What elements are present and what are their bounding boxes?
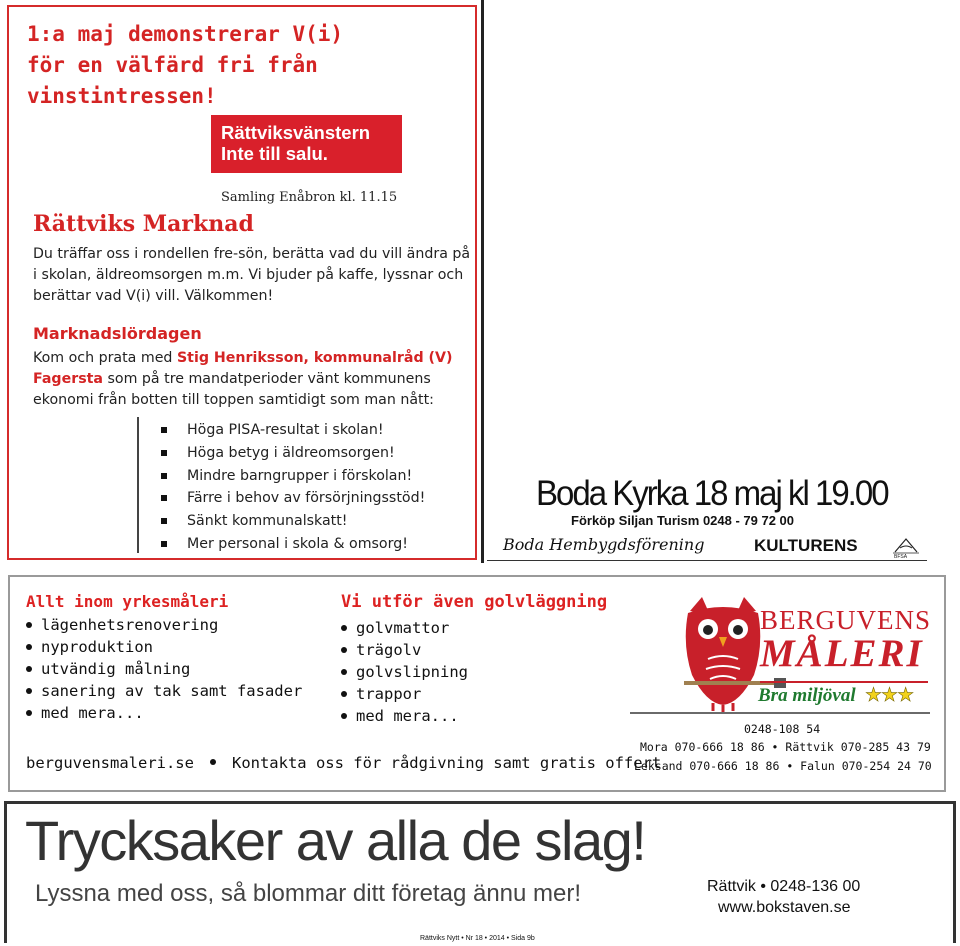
vi-advertisement [7,5,477,560]
berguvens-offices-2: Leksand 070-666 18 86 • Falun 070-254 24 70 [634,759,932,773]
berguvens-offices-1: Mora 070-666 18 86 • Rättvik 070-285 43 79 [640,740,931,754]
boda-subtitle: Förköp Siljan Turism 0248 - 79 72 00 [571,513,795,528]
boda-title: Boda Kyrka 18 maj kl 19.00 [536,472,888,513]
list-item: lägenhetsrenovering [26,614,302,636]
list-item: Sänkt kommunalskatt! [159,510,425,533]
logo-underline [760,681,928,683]
lordag-name: Stig Henriksson, kommunalråd (V) [176,350,453,366]
vi-headline-line1: 1:a maj demonstrerar V(i) [27,22,344,46]
separator-dot [210,759,216,765]
bokstaven-advertisement [4,801,956,943]
list-item: utvändig målning [26,658,302,680]
bokstaven-phone: Rättvik • 0248-136 00 [707,878,861,895]
yrkesmaleri-list [26,614,302,724]
maleri-name: MÅLERI [760,632,924,675]
lordag-rest: som på tre mandatperioder vänt kommunens ekonomi från botten till toppen samtidigt som man nått: [33,371,434,408]
logo-line1: Rättviksvänstern [221,122,371,143]
column-divider [481,0,484,563]
berguvens-contact-row [26,754,661,772]
kulturens-logo: KULTURENS [754,536,858,555]
yrkesmaleri-heading: Allt inom yrkesmåleri [26,592,229,611]
vi-headline-line2: för en välfärd fri från vinstintressen! [27,53,318,108]
berguvens-website: berguvensmaleri.se [26,754,194,772]
marknad-title: Rättviks Marknad [33,211,254,237]
list-item: trappor [341,683,468,705]
lordag-text [33,348,478,411]
bullet-rule [137,417,139,553]
bokstaven-website: www.bokstaven.se [718,899,851,916]
achievements-list [159,419,425,556]
samling-text: Samling Enåbron kl. 11.15 [221,190,398,205]
bfsa-label: BFSA [894,554,908,559]
list-item: Mer personal i skola & omsorg! [159,533,425,556]
golvlaggning-heading: Vi utför även golvläggning [341,592,608,612]
rattviksvanstern-logo [211,115,402,173]
marknad-text: Du träffar oss i rondellen fre-sön, berätta vad du vill ändra på i skolan, äldreomsorgen m.m. Vi bjuder på kaffe, lyssnar och berättar vad V(i) vill. Välkommen! [33,246,471,304]
bfsa-logo-icon [891,535,921,559]
logo-line2: Inte till salu. [221,143,328,164]
bokstaven-subtitle: Lyssna med oss, så blommar ditt företag ännu mer! [35,880,582,907]
list-item: med mera... [26,702,302,724]
berguvens-logo [680,595,960,715]
list-item: golvslipning [341,661,468,683]
miljoval-tagline: Bra miljöval [758,685,856,706]
contact-text: Kontakta oss för rådgivning samt gratis offert [231,754,662,772]
lordag-title: Marknadslördagen [33,324,202,343]
hembygdsforening-logo: Boda Hembygdsförening [503,535,705,554]
list-item: Färre i behov av försörjningsstöd! [159,487,425,510]
list-item: Mindre barngrupper i förskolan! [159,465,425,488]
list-item: Höga betyg i äldreomsorgen! [159,442,425,465]
list-item: nyproduktion [26,636,302,658]
golvlaggning-list [341,617,468,727]
berguvens-name: BERGUVENS [760,605,932,635]
contact-divider [630,712,930,714]
star-icon: ★★★ [865,684,914,706]
berguvens-phone: 0248-108 54 [744,722,821,736]
list-item: Höga PISA-resultat i skolan! [159,419,425,442]
bokstaven-title: Trycksaker av alla de slag! [25,809,646,872]
list-item: golvmattor [341,617,468,639]
list-item: trägolv [341,639,468,661]
list-item: med mera... [341,705,468,727]
vi-headline [27,19,475,112]
page-footer: Rättviks Nytt • Nr 18 • 2014 • Sida 9b [420,935,535,942]
lordag-pre: Kom och prata med [33,350,177,366]
list-item: sanering av tak samt fasader [26,680,302,702]
lordag-place: Fagersta [33,371,104,387]
boda-sponsors [487,533,927,561]
